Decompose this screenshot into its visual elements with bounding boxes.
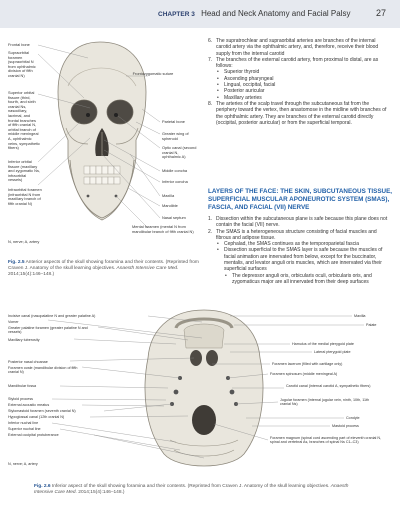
figure-2-5-journal: Anaesth Intensive Care Med.: [116, 266, 179, 271]
section-item-2: 2. The SMAS is a heterogeneous structure consisting of facial muscles and fibrous and adipose tissue.: [208, 228, 377, 241]
label-superior-orbital-fissure: Superior orbital fissure (third, fourth, and sixth cranial Ns, nasociliary, lacrimal, and frontal branches of fifth cranial N, orbital branch of middle meningeal A, ophthalmic veins, sympathetic fibers): [8, 90, 41, 151]
label-greater-palatine-foramen: Greater palatine foramen (greater palatine N and vessels): [8, 326, 88, 335]
label-inferior-concha: Inferior concha: [162, 179, 188, 184]
bullet-lingual-occipital-facial: • Lingual, occipital, facial: [208, 82, 390, 88]
label-parietal-bone: Parietal bone: [162, 119, 185, 124]
page-number: 27: [375, 8, 386, 18]
label-mental-foramen: Mental foramen (mental N from mandibular branch of fifth cranial N): [132, 224, 194, 234]
list-item-8: 8. The arteries of the scalp travel through the subcutaneous fat from the periphery toward the vertex, then anastomose in the midline with branches of the ophthalmic artery. They are branches of the external carotid directly (occipital, posterior auricular) or from the superficial temporal.: [208, 100, 387, 126]
label-external-acoustic-meatus: External acoustic meatus: [8, 403, 50, 407]
bullet-posterior-auricular: • Posterior auricular: [208, 88, 390, 94]
label-maxilla: Maxilla: [162, 193, 175, 198]
figure-2-5-caption-text: Anterior aspects of the skull showing foramina and their contents. (Reprinted from Craven J. Anatomy of the skull learning objectives.: [8, 260, 199, 271]
label-foramen-lacerum: Foramen lacerum (filled with cartilage only): [272, 362, 343, 366]
label-frontozygomatic-suture: Frontozygomatic suture: [132, 71, 174, 76]
figure-2-5-caption: [8, 260, 200, 278]
chapter-title: Head and Neck Anatomy and Facial Palsy: [201, 9, 351, 18]
label-inferior-orbital-fissure: Inferior orbital fissure (maxillary and zygomatic Ns, infraorbital vessels): [8, 159, 41, 183]
label-lateral-pterygoid-plate: Lateral pterygoid plate: [314, 350, 351, 354]
label-middle-concha: Middle concha: [162, 168, 188, 173]
label-foramen-ovale: Foramen ovale (mandibular division of fifth cranial N): [8, 366, 78, 375]
list-item-7: 7. The branches of the external carotid artery, from proximal to distal, are as follows:: [208, 56, 379, 70]
label-posterior-nasal-choanae: Posterior nasal choanae: [8, 360, 48, 364]
figure-inferior-skull: [8, 308, 392, 476]
artery-list: [208, 38, 390, 126]
figure-2-6-citation: 2014;15(4):146–148.): [78, 490, 125, 495]
page-header: [0, 0, 400, 28]
label-frontal-bone: Frontal bone: [8, 42, 30, 47]
label-mandible: Mandible: [162, 203, 178, 208]
label-foramen-spinosum: Foramen spinosum (middle meningeal A): [270, 372, 338, 376]
figure-anterior-skull: [8, 36, 198, 254]
bullet-maxillary-arteries: • Maxillary arteries: [208, 95, 390, 101]
section-title: LAYERS OF THE FACE: THE SKIN, SUBCUTANEOUS TISSUE, SUPERFICIAL MUSCULAR APONEUROTIC SYSTEM (SMAS), FASCIA, AND FACIAL (VII) NERVE: [208, 188, 393, 211]
label-superior-nuchal-line: Superior nuchal line: [8, 427, 41, 431]
figure-2-5-number: Fig. 2.5: [8, 260, 25, 265]
label-maxillary-tuberosity: Maxillary tuberosity: [8, 338, 40, 342]
label-external-occipital-protuberance: External occipital protuberance: [8, 433, 59, 437]
label-mandibular-fossa: Mandibular fossa: [8, 384, 37, 388]
label-vomer: Vomer: [8, 320, 19, 324]
label-foramen-magnum: Foramen magnum (spinal cord ascending part of eleventh cranial N, spinal and vertebral As, branches of spinal Ns C1–C3): [270, 436, 382, 445]
figure-2-5-citation: 2014;15(4):146–148.): [8, 272, 55, 277]
label-condyle: Condyle: [346, 416, 360, 420]
label-abbreviations-2-6: N, nerve; A, artery: [8, 462, 38, 466]
bullet-superior-thyroid: • Superior thyroid: [208, 69, 390, 75]
label-incisive-canal: Incisive canal (nasopalatine N and greater palatine A): [8, 314, 96, 318]
label-maxilla-inferior: Maxilla: [354, 314, 366, 318]
label-styloid-process: Styloid process: [8, 397, 34, 401]
label-carotid-canal: Carotid canal (internal carotid A, sympathetic fibers): [286, 384, 371, 388]
list-item-6: 6. The supratrochlear and supraorbital arteries are branches of the internal carotid artery via the ophthalmic artery, and, therefore, receive their blood supply from the internal carotid: [208, 38, 379, 57]
label-jugular-foramen: Jugular foramen (internal jugular vein, ninth, 10th, 11th cranial Ns): [280, 398, 370, 407]
figure-2-6-journal: Anaesth Intensive Care Med.: [34, 484, 349, 495]
figure-2-6-caption: [34, 484, 354, 496]
section-item-1: 1. Dissection within the subcutaneous plane is safe because this plane does not contain the facial (VII) nerve.: [208, 216, 388, 229]
label-palate: Palate: [366, 323, 377, 327]
label-nasal-septum: Nasal septum: [162, 215, 186, 220]
bullet-dissection-superficial: • Dissection superficial to the SMAS layer is safe because the muscles of facial animation are innervated from below, except for the buccinator, mentalis, and levator anguli oris muscles, which are innervated via their superficial surfaces: [208, 247, 390, 272]
figure-2-6-number: Fig. 2.6: [34, 484, 51, 489]
label-hypoglossal-canal: Hypoglossal canal (12th cranial N): [8, 415, 65, 419]
face-layers-list: [208, 216, 390, 285]
label-greater-wing-sphenoid: Greater wing of sphenoid: [162, 131, 189, 141]
bullet-cephalad-smas: • Cephalad, the SMAS continues as the temporoparietal fascia: [208, 241, 390, 247]
label-inferior-nuchal-line: Inferior nuchal line: [8, 421, 39, 425]
bullet-ascending-pharyngeal: • Ascending pharyngeal: [208, 76, 390, 82]
running-head: [158, 9, 351, 18]
chapter-label: CHAPTER 3: [158, 11, 195, 18]
sub-bullet-depressor-muscles: • The depressor anguli oris, orbicularis oculi, orbicularis oris, and zygomaticus major are all innervated from their deep surfaces: [208, 273, 390, 286]
label-supraorbital-foramen: Supraorbital foramen (supraorbital N from ophthalmic division of fifth cranial N): [8, 50, 36, 78]
label-infraorbital-foramen: Infraorbital foramen (infraorbital N from maxillary branch of fifth cranial N): [8, 187, 42, 206]
label-hamulus: Hamulus of the medial pterygoid plate: [292, 342, 354, 346]
figure-2-6-caption-text: Inferior aspect of the skull showing foramina and their contents. (Reprinted from Craven J. Anatomy of the skull learning objectives.: [51, 484, 330, 489]
label-mastoid-process: Mastoid process: [332, 424, 359, 428]
label-optic-canal: Optic canal (second cranial N, ophthalmic A): [162, 145, 197, 160]
label-abbreviations: N, nerve; A, artery: [8, 239, 40, 244]
label-stylomastoid-foramen: Stylomastoid foramen (seventh cranial N): [8, 409, 76, 413]
